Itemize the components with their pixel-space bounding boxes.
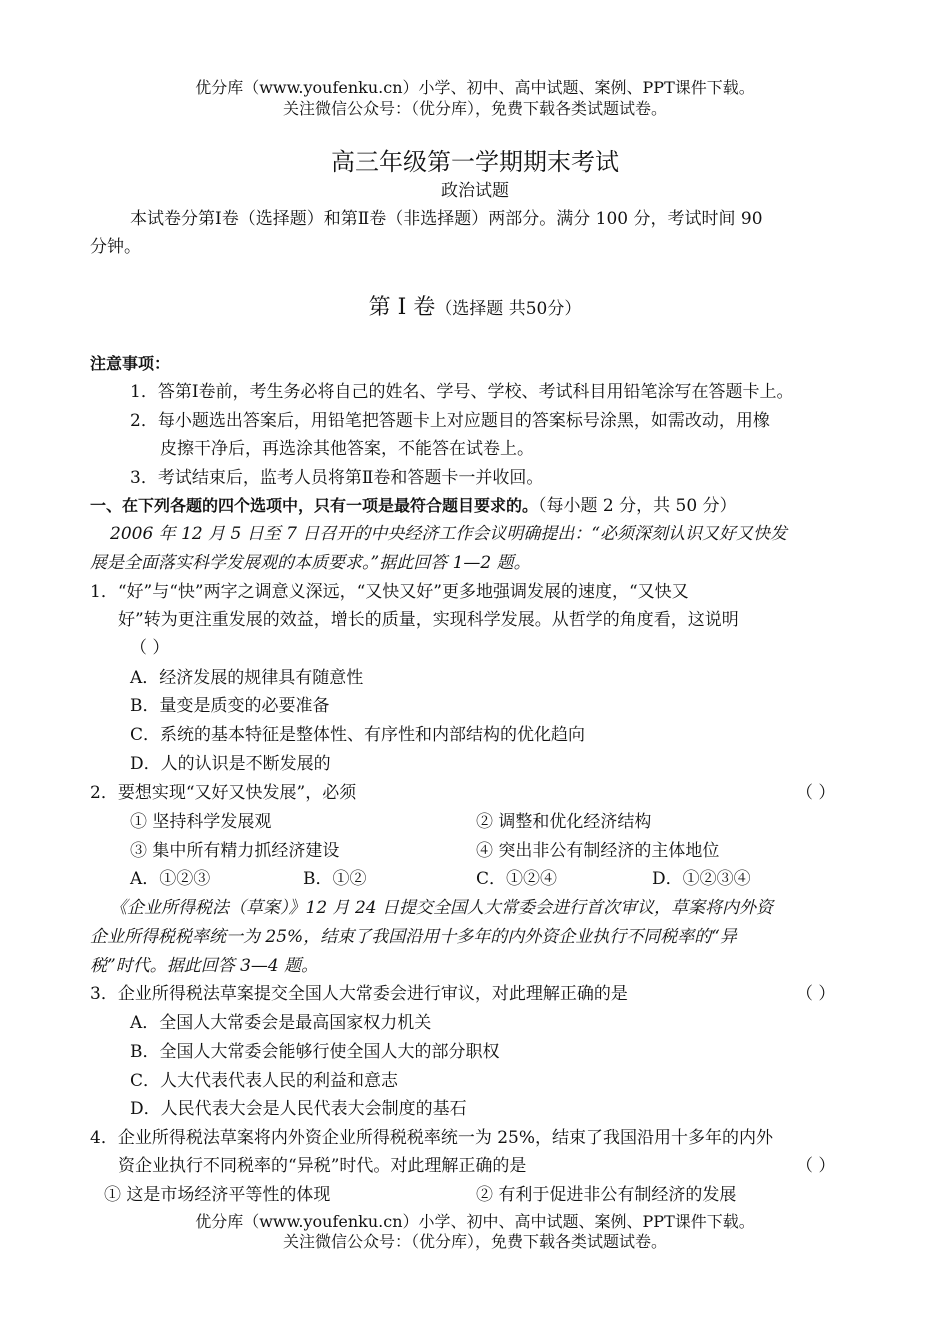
q1-stem-line-1: 1．“好”与“快”两字之调意义深远，“又快又好”更多地强调发展的速度，“又快又 <box>90 582 689 602</box>
part1-title-main: 第 Ⅰ 卷 <box>368 295 436 320</box>
exam-intro-line-1: 本试卷分第Ⅰ卷（选择题）和第Ⅱ卷（非选择题）两部分。满分 100 分，考试时间 90 <box>130 209 763 229</box>
q2-option-d: D．①②③④ <box>652 869 751 889</box>
q3-option-d: D．人民代表大会是人民代表大会制度的基石 <box>130 1099 467 1119</box>
section1-heading <box>90 498 737 515</box>
q4-choice-1: ① 这是市场经济平等性的体现 <box>104 1185 331 1205</box>
q1-option-a: A．经济发展的规律具有随意性 <box>130 668 364 688</box>
exam-intro-line-2: 分钟。 <box>90 237 141 257</box>
q2-choice-4: ④ 突出非公有制经济的主体地位 <box>476 841 720 861</box>
q1-stem-line-2: 好”转为更注重发展的效益，增长的质量，实现科学发展。从哲学的角度看，这说明 <box>118 610 739 630</box>
exam-title: 高三年级第一学期期末考试 <box>331 148 619 176</box>
q2-choice-1: ① 坚持科学发展观 <box>130 812 272 832</box>
part1-title-note: （选择题 共50分） <box>435 299 582 319</box>
q3-answer-paren: （ ） <box>796 984 836 1004</box>
material2-line-1: 《企业所得税法（草案）》12 月 24 日提交全国人大常委会进行首次审议，草案将内外资 <box>110 898 773 918</box>
section1-heading-note: （每小题 2 分，共 50 分） <box>538 496 737 516</box>
section1-heading-main: 一、在下列各题的四个选项中，只有一项是最符合题目要求的。 <box>90 496 539 515</box>
material1-line-2: 展是全面落实科学发展观的本质要求。”据此回答 1—2 题。 <box>90 553 531 573</box>
header-line-1: 优分库（www.youfenku.cn）小学、初中、高中试题、案例、PPT课件下载。 <box>195 78 755 97</box>
q2-choice-3: ③ 集中所有精力抓经济建设 <box>130 841 340 861</box>
q4-stem-line-1: 4．企业所得税法草案将内外资企业所得税税率统一为 25%，结束了我国沿用十多年的内外 <box>90 1128 774 1148</box>
q3-option-c: C．人大代表代表人民的利益和意志 <box>130 1071 399 1091</box>
q2-choice-2: ② 调整和优化经济结构 <box>476 812 652 832</box>
material2-line-3: 税”时代。据此回答 3—4 题。 <box>90 956 319 976</box>
notes-item-1: 1．答第Ⅰ卷前，考生务必将自己的姓名、学号、学校、考试科目用铅笔涂写在答题卡上。 <box>130 382 794 402</box>
notes-heading: 注意事项： <box>90 354 171 373</box>
q2-option-c: C．①②④ <box>476 869 558 889</box>
q3-stem: 3．企业所得税法草案提交全国人大常委会进行审议，对此理解正确的是 <box>90 984 628 1004</box>
q2-option-a: A．①②③ <box>130 869 211 889</box>
part1-title <box>0 297 950 319</box>
q3-option-a: A．全国人大常委会是最高国家权力机关 <box>130 1013 432 1033</box>
q2-stem: 2．要想实现“又好又快发展”，必须 <box>90 783 357 803</box>
q3-option-b: B．全国人大常委会能够行使全国人大的部分职权 <box>130 1042 500 1062</box>
notes-item-2-line-2: 皮擦干净后，再选涂其他答案，不能答在试卷上。 <box>160 439 534 459</box>
q1-option-c: C．系统的基本特征是整体性、有序性和内部结构的优化趋向 <box>130 725 586 745</box>
q1-option-b: B．量变是质变的必要准备 <box>130 696 330 716</box>
q1-option-d: D．人的认识是不断发展的 <box>130 754 331 774</box>
notes-item-2-line-1: 2．每小题选出答案后，用铅笔把答题卡上对应题目的答案标号涂黑，如需改动，用橡 <box>130 411 770 431</box>
q4-answer-paren: （ ） <box>796 1156 836 1176</box>
footer-line-1: 优分库（www.youfenku.cn）小学、初中、高中试题、案例、PPT课件下载。 <box>195 1212 755 1231</box>
material1-line-1: 2006 年 12 月 5 日至 7 日召开的中央经济工作会议明确提出：“必须深刻认识又好又快发 <box>110 524 788 544</box>
notes-item-3: 3．考试结束后，监考人员将第Ⅱ卷和答题卡一并收回。 <box>130 468 544 488</box>
q4-stem-line-2: 资企业执行不同税率的“异税”时代。对此理解正确的是 <box>118 1156 527 1176</box>
exam-subtitle: 政治试题 <box>441 181 509 201</box>
q2-option-b: B．①② <box>303 869 367 889</box>
footer-line-2: 关注微信公众号：（优分库），免费下载各类试题试卷。 <box>282 1232 667 1251</box>
q1-answer-paren: （ ） <box>130 638 170 658</box>
header-line-2: 关注微信公众号：（优分库），免费下载各类试题试卷。 <box>282 99 667 118</box>
material2-line-2: 企业所得税税率统一为 25%，结束了我国沿用十多年的内外资企业执行不同税率的“异 <box>90 927 737 947</box>
q4-choice-2: ② 有利于促进非公有制经济的发展 <box>476 1185 737 1205</box>
q2-answer-paren: （ ） <box>796 783 836 803</box>
